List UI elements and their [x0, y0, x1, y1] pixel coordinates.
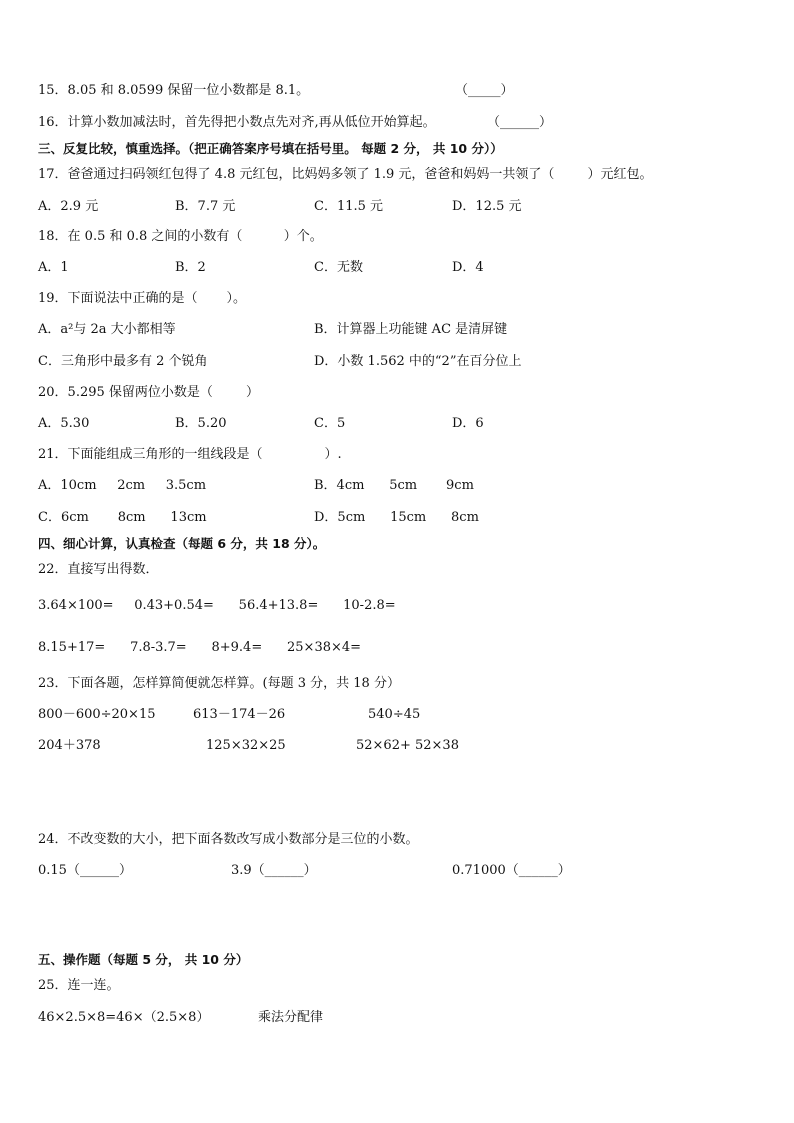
question-21-option-c[interactable]: C．6cm 8cm 13cm	[38, 510, 207, 525]
question-20-option-d[interactable]: D．6	[452, 416, 484, 431]
question-20-option-c[interactable]: C．5	[314, 416, 346, 431]
question-24-stem: 24．不改变数的大小，把下面各数改写成小数部分是三位的小数。	[38, 832, 419, 847]
question-17-option-a[interactable]: A．2.9 元	[38, 199, 99, 214]
question-19-stem: 19．下面说法中正确的是（ ）。	[38, 291, 246, 306]
question-17-option-d[interactable]: D．12.5 元	[452, 199, 522, 214]
question-15-answer-blank[interactable]: （_____）	[455, 83, 514, 98]
question-18-stem: 18．在 0.5 和 0.8 之间的小数有（ ）个。	[38, 229, 323, 244]
question-24-item-2[interactable]: 3.9（______）	[231, 863, 317, 878]
question-24-item-3[interactable]: 0.71000（______）	[452, 863, 571, 878]
question-22-stem: 22．直接写出得数．	[38, 562, 159, 577]
question-15: 15．8.05 和 8.0599 保留一位小数都是 8.1。	[38, 83, 310, 98]
question-21-option-d[interactable]: D．5cm 15cm 8cm	[314, 510, 479, 525]
question-25-stem: 25．连一连。	[38, 978, 120, 993]
question-21-stem: 21．下面能组成三角形的一组线段是（ ）.	[38, 447, 342, 462]
section-3-heading: 三、反复比较，慎重选择。（把正确答案序号填在括号里。 每题 2 分， 共 10 分））	[38, 141, 503, 156]
question-16: 16．计算小数加减法时，首先得把小数点先对齐,再从低位开始算起。	[38, 115, 436, 130]
question-18-option-d[interactable]: D．4	[452, 260, 484, 275]
question-17-stem: 17．爸爸通过扫码领红包得了 4.8 元红包，比妈妈多领了 1.9 元，爸爸和妈妈一共领了（ ）元红包。	[38, 167, 653, 182]
section-5-heading: 五、操作题（每题 5 分， 共 10 分）	[38, 952, 249, 967]
question-19-option-c[interactable]: C．三角形中最多有 2 个锐角	[38, 354, 208, 369]
question-18-option-b[interactable]: B．2	[175, 260, 206, 275]
question-19-option-b[interactable]: B．计算器上功能键 AC 是清屏键	[314, 322, 508, 337]
question-23-stem: 23．下面各题，怎样算简便就怎样算。(每题 3 分，共 18 分）	[38, 676, 400, 691]
question-23-expr-1: 800－600÷20×15	[38, 707, 156, 722]
question-19-option-d[interactable]: D．小数 1.562 中的“2”在百分位上	[314, 354, 522, 369]
question-22-row-1: 3.64×100= 0.43+0.54= 56.4+13.8= 10-2.8=	[38, 598, 396, 613]
question-23-expr-4: 204＋378	[38, 738, 101, 753]
question-17-option-c[interactable]: C．11.5 元	[314, 199, 384, 214]
question-23-expr-6: 52×62+ 52×38	[356, 738, 459, 753]
question-25-right-law[interactable]: 乘法分配律	[258, 1010, 324, 1025]
question-18-option-a[interactable]: A．1	[38, 260, 69, 275]
question-17-option-b[interactable]: B．7.7 元	[175, 199, 236, 214]
section-4-heading: 四、细心计算，认真检查（每题 6 分，共 18 分）。	[38, 536, 326, 551]
question-22-row-2: 8.15+17= 7.8-3.7= 8+9.4= 25×38×4=	[38, 640, 362, 655]
question-20-stem: 20．5.295 保留两位小数是（ ）	[38, 385, 259, 400]
question-18-option-c[interactable]: C．无数	[314, 260, 363, 275]
question-20-option-b[interactable]: B．5.20	[175, 416, 227, 431]
question-23-expr-2: 613－174－26	[193, 707, 286, 722]
question-23-expr-5: 125×32×25	[206, 738, 286, 753]
question-21-option-a[interactable]: A．10cm 2cm 3.5cm	[38, 478, 207, 493]
question-16-answer-blank[interactable]: （______）	[487, 115, 553, 130]
question-24-item-1[interactable]: 0.15（______）	[38, 863, 132, 878]
question-23-expr-3: 540÷45	[368, 707, 421, 722]
question-19-option-a[interactable]: A．a²与 2a 大小都相等	[38, 322, 176, 337]
question-25-left-expression[interactable]: 46×2.5×8=46×（2.5×8）	[38, 1010, 210, 1025]
question-20-option-a[interactable]: A．5.30	[38, 416, 90, 431]
question-21-option-b[interactable]: B．4cm 5cm 9cm	[314, 478, 474, 493]
